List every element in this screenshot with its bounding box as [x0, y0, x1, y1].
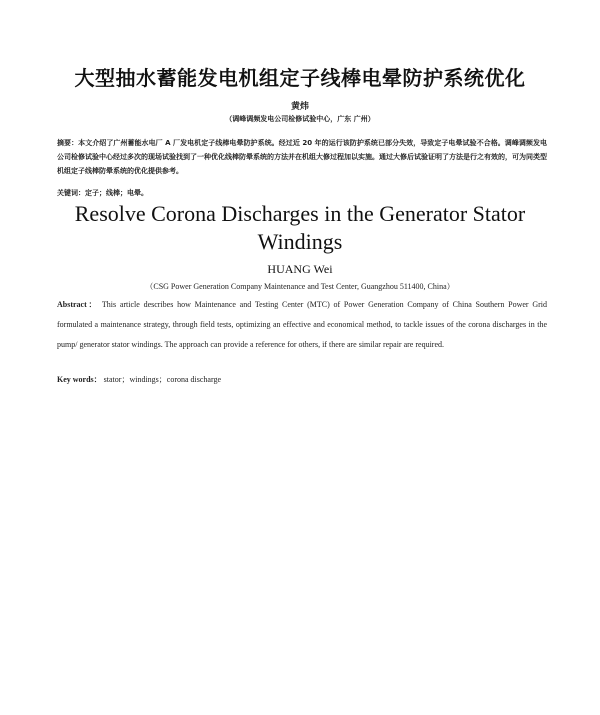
english-keywords	[57, 374, 547, 386]
chinese-affiliation: （调峰调频发电公司检修试验中心，广东 广州）	[225, 115, 375, 123]
english-abstract-label: Abstract：	[57, 300, 99, 309]
english-abstract	[57, 295, 547, 355]
english-keywords-label: Key words：	[57, 375, 102, 384]
chinese-author: 黄炜	[290, 102, 309, 112]
english-keywords-text: stator；windings；corona discharge	[103, 375, 222, 384]
english-author: HUANG Wei	[267, 262, 333, 276]
chinese-keywords-text: 定子；线棒；电晕。	[85, 189, 148, 197]
chinese-title: 大型抽水蓄能发电机组定子线棒电晕防护系统优化	[74, 66, 526, 90]
english-abstract-text: This article describes how Maintenance and Testing Center (MTC) of Power Generation Company of China Southern Power Grid formulated a maintenance strategy, through field tests, optimizing an effective and economical method, to tackle issues of the corona discharges in the pump/ generator stator windings. The approach can provide a reference for others, if there are similar repair are required.	[57, 300, 547, 349]
chinese-abstract	[57, 136, 547, 178]
chinese-keywords	[57, 187, 547, 199]
chinese-keywords-label: 关键词：	[57, 189, 85, 197]
chinese-abstract-text: 本文介绍了广州蓄能水电厂 A 厂发电机定子线棒电晕防护系统。经过近 20 年的运行该防护系统已部分失效，导致定子电晕试验不合格。调峰调频发电公司检修试验中心经过多次的现场试验找到了一种优化线棒防晕系统的方法并在机组大修过程加以实施。通过大修后试验证明了方法是行之有效的，可为同类型机组定子线棒防晕系统的优化提供参考。	[57, 139, 548, 175]
english-title: Resolve Corona Discharges in the Generator Stator Windings	[74, 201, 526, 254]
chinese-abstract-label: 摘要：	[57, 139, 79, 147]
english-affiliation: （CSG Power Generation Company Maintenance and Test Center, Guangzhou 511400, China）	[145, 282, 455, 291]
